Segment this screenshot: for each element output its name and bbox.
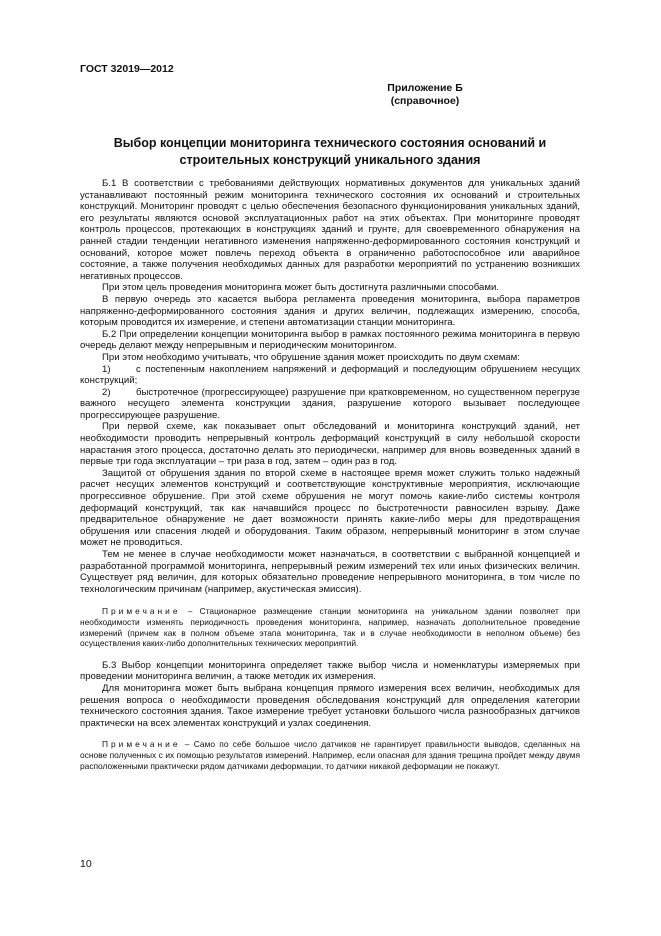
paragraph-b3: Б.3 Выбор концепции мониторинга определяет также выбор числа и номенклатуры измеряемых при проведении мониторинга величин, а также методик их измерения.	[80, 659, 580, 683]
note-label: Примечание	[102, 739, 181, 750]
paragraph: В первую очередь это касается выбора регламента проведения мониторинга, выбора параметров напряженно-деформированного состояния здания и других величин, подлежащих измерению, способа, которым проводится их измерение, и степени автоматизации станции мониторинга.	[80, 293, 580, 329]
document-body	[80, 178, 580, 771]
note	[80, 739, 580, 771]
note-text: – Само по себе большое число датчиков не гарантирует правильности выводов, сделанных на основе полученных с их помощью результатов измерений. Например, если опасная для здания трещина пройдет между двумя расположенными практически рядом датчиками деформации, то датчики никакой деформации не покажут.	[80, 739, 580, 771]
section-title	[80, 135, 580, 168]
paragraph: Защитой от обрушения здания по второй схеме в настоящее время может служить только надежный расчет несущих элементов конструкций и соответствующие конструктивные мероприятия, исключающие прогрессивное обрушение. При этой схеме обрушения не могут помочь какие-либо системы контроля деформаций конструкций, так как начавшийся процесс по быстротечности равносилен взрыву. Даже предварительное обнаружение не дает возможности принять какие-либо меры для предотвращения обрушения или спасения людей и оборудования. Таким образом, непрерывный мониторинг в этом случае может не проводиться.	[80, 467, 580, 549]
list-item	[80, 364, 580, 387]
list-item-number: 1)	[102, 363, 111, 375]
note-text: – Стационарное размещение станции мониторинга на уникальном здании позволяет при необходимости изменять периодичность проведения мониторинга, например, назначать дополнительное проведение измерений (причем как в полном объеме этапа мониторинга, так и в случае необходимости в неполном объеме) без осуществления каких-либо дополнительных технических мероприятий.	[80, 606, 580, 649]
list-item-number: 2)	[102, 386, 111, 398]
section-title-line-1: Выбор концепции мониторинга технического состояния оснований и	[113, 136, 547, 150]
paragraph: При первой схеме, как показывает опыт обследований и мониторинга конструкций зданий, нет необходимости проводить непрерывный контроль деформаций конструкций в силу небольшой скорости нарастания этого процесса, достаточно делать это периодически, например для вновь возведенных зданий в первые три года эксплуатации – три раза в год, затем – один раз в год.	[80, 421, 580, 468]
paragraph: Тем не менее в случае необходимости может назначаться, в соответствии с выбранной концепцией и разработанной программой мониторинга, непрерывный режим измерений тех или иных физических величин. Существует ряд величин, для которых обязательно проведение непрерывного мониторинга, в том числе по технологическим причинам (например, акустическая эмиссия).	[80, 549, 580, 595]
paragraph-b2: Б.2 При определении концепции мониторинга выбор в рамках постоянного режима мониторинга в первую очередь делают между непрерывным и периодическим мониторингом.	[80, 328, 580, 352]
appendix-label: Приложение Б	[387, 82, 463, 94]
note-label: Примечание	[102, 606, 181, 617]
paragraph-b1: Б.1 В соответствии с требованиями действующих нормативных документов для уникальных зданий устанавливают постоянный режим мониторинга технического состояния их оснований и строительных конструкций. Мониторинг проводят с целью обеспечения безопасного функционирования уникальных зданий, его результаты являются основой эксплуатационных работ на этих объектах. При мониторинге проводят контроль процессов, протекающих в конструкциях зданий и грунте, для своевременного обнаружения на ранней стадии тенденции негативного изменения напряженно-деформированного состояния конструкций и оснований, которое может повлечь переход объекта в ограниченно работоспособное или аварийное состояние, а также получения необходимых данных для разработки мероприятий по устранению возникших негативных процессов.	[80, 178, 580, 282]
appendix-heading	[250, 82, 540, 108]
paragraph: При этом необходимо учитывать, что обрушение здания может происходить по двум схемам:	[102, 351, 520, 363]
list-item	[80, 387, 580, 422]
page-number: 10	[80, 858, 92, 870]
note	[80, 606, 580, 648]
document-code: ГОСТ 32019—2012	[80, 63, 174, 75]
list-item-text: с постепенным накоплением напряжений и деформаций и последующим обрушением несущих конструкций;	[80, 363, 580, 387]
paragraph: Для мониторинга может быть выбрана концепция прямого измерения всех величин, необходимых для решения вопроса о необходимости проведения обследования конструкций для определения категории технического состояния здания. Такое измерение требует установки большого числа разнообразных датчиков практически на всех элементах конструкций и узлах соединения.	[80, 682, 580, 729]
appendix-type: (справочное)	[390, 95, 460, 107]
section-title-line-2: строительных конструкций уникального здания	[179, 152, 481, 167]
list-item-text: быстротечное (прогрессирующее) разрушение при кратковременном, но существенном перегрузе важного несущего элемента конструкции здания, разрушение которого вызывает последующее прогрессирующее разрушение.	[80, 386, 580, 421]
paragraph: При этом цель проведения мониторинга может быть достигнута различными способами.	[102, 282, 499, 294]
